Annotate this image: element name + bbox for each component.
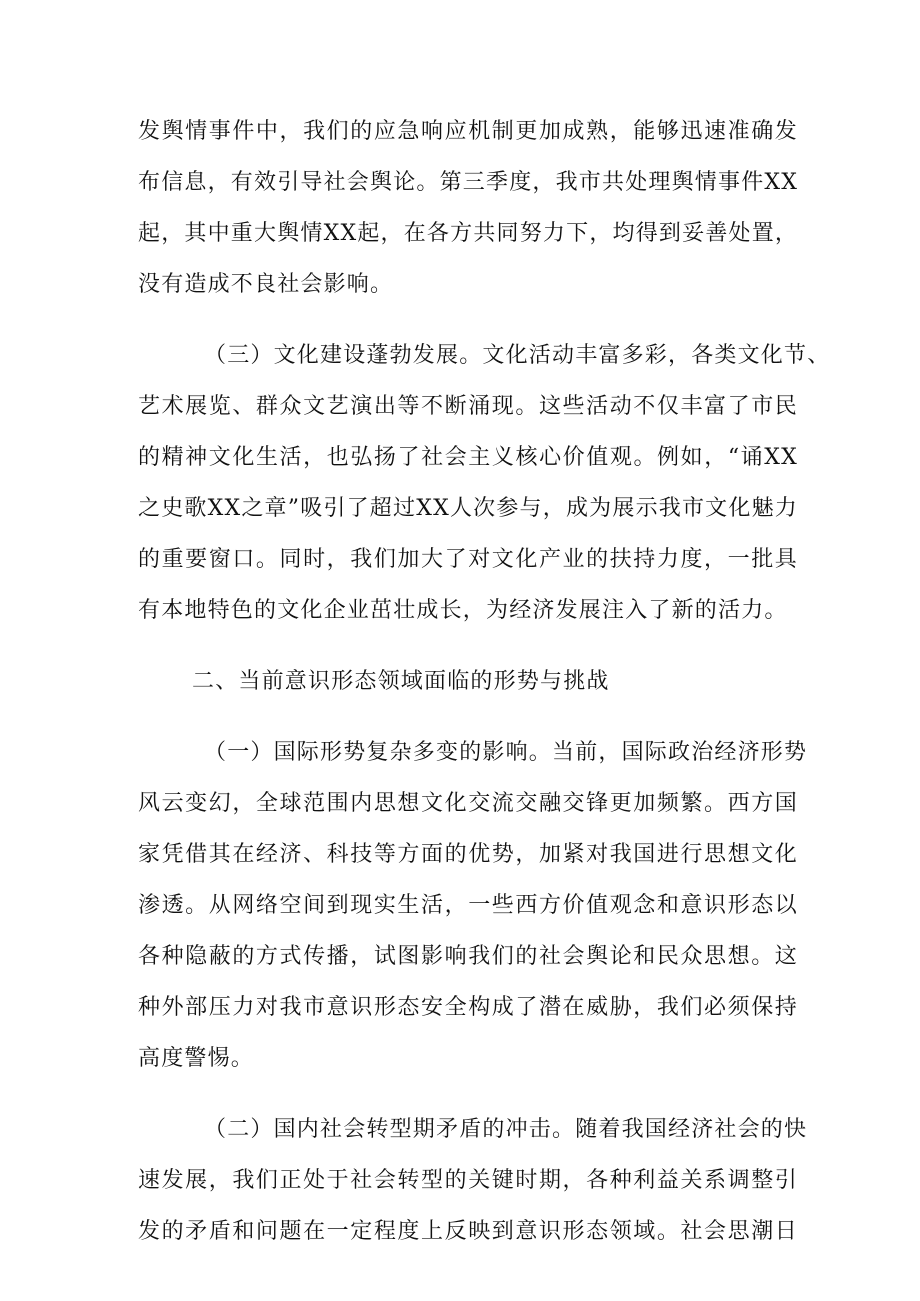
text-line: 布信息，有效引导社会舆论。第三季度，我市共处理舆情事件XX: [138, 170, 799, 195]
text-line: 之史歌XX之章”吸引了超过XX人次参与，成为展示我市文化魅力: [138, 496, 798, 521]
paragraph-culture-construction: [138, 330, 831, 636]
text-line: 种外部压力对我市意识形态安全构成了潜在威胁，我们必须保持: [138, 995, 798, 1020]
paragraph-gap: [138, 310, 798, 330]
paragraph-gap: [138, 707, 798, 727]
text-line: 艺术展览、群众文艺演出等不断涌现。这些活动不仅丰富了市民: [138, 394, 798, 419]
text-line: （三）文化建设蓬勃发展。文化活动丰富多彩，各类文化节、: [204, 343, 831, 368]
text-line: 发舆情事件中，我们的应急响应机制更加成熟，能够迅速准确发: [138, 119, 798, 144]
text-line: 没有造成不良社会影响。: [138, 272, 394, 297]
text-line: （一）国际形势复杂多变的影响。当前，国际政治经济形势: [204, 740, 808, 765]
section-heading-challenges: [138, 656, 798, 707]
text-line: 家凭借其在经济、科技等方面的优势，加紧对我国进行思想文化: [138, 842, 798, 867]
text-line: 起，其中重大舆情XX起，在各方共同努力下，均得到妥善处置，: [138, 221, 799, 246]
text-line: 风云变幻，全球范围内思想文化交流交融交锋更加频繁。西方国: [138, 791, 798, 816]
text-line: 速发展，我们正处于社会转型的关键时期，各种利益关系调整引: [138, 1168, 798, 1193]
paragraph-gap: [138, 636, 798, 656]
document-body: [138, 106, 831, 1257]
text-line: （二）国内社会转型期矛盾的冲击。随着我国经济社会的快: [204, 1117, 808, 1142]
text-line: 发的矛盾和问题在一定程度上反映到意识形态领域。社会思潮日: [138, 1219, 798, 1244]
heading-text: 二、当前意识形态领域面临的形势与挑战: [192, 669, 610, 694]
text-line: 有本地特色的文化企业茁壮成长，为经济发展注入了新的活力。: [138, 598, 788, 623]
text-line: 的精神文化生活，也弘扬了社会主义核心价值观。例如，“诵XX: [138, 445, 798, 470]
paragraph-gap: [138, 1084, 798, 1104]
text-line: 高度警惕。: [138, 1046, 255, 1071]
text-line: 各种隐蔽的方式传播，试图影响我们的社会舆论和民众思想。这: [138, 944, 798, 969]
text-line: 的重要窗口。同时，我们加大了对文化产业的扶持力度，一批具: [138, 547, 798, 572]
paragraph-domestic-transition: [138, 1104, 808, 1257]
paragraph-public-opinion-continued: [138, 106, 798, 310]
paragraph-international-situation: [138, 727, 808, 1084]
text-line: 渗透。从网络空间到现实生活，一些西方价值观念和意识形态以: [138, 893, 798, 918]
